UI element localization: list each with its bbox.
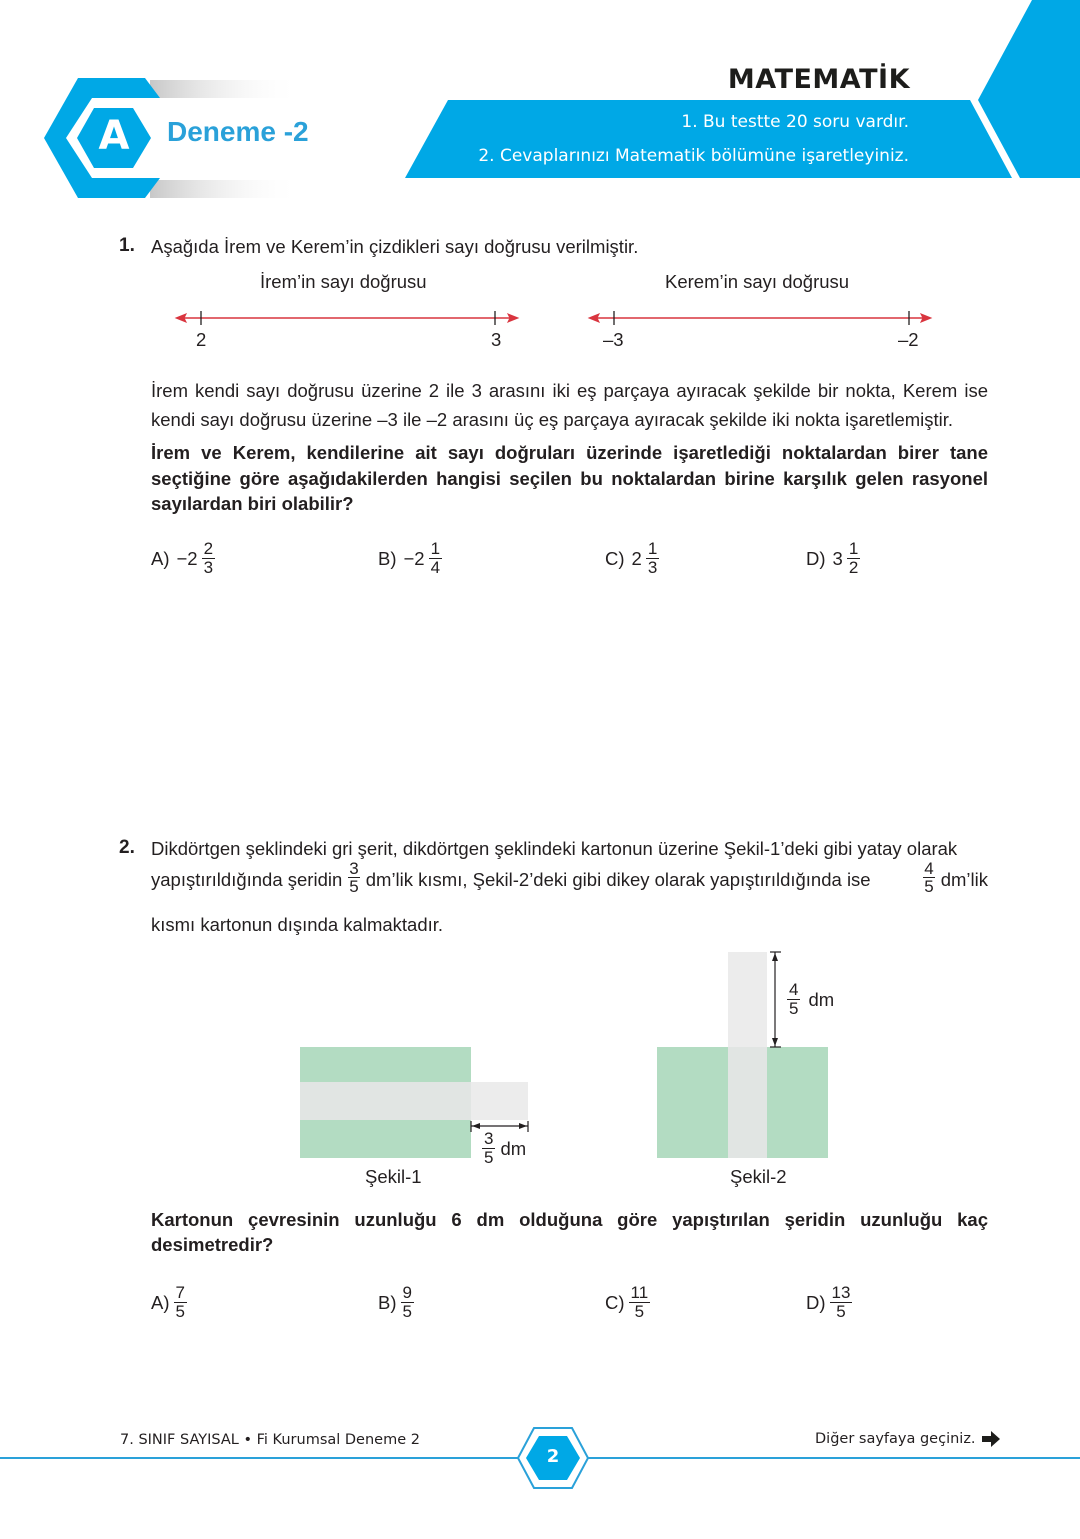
option-fraction: $\frac{7}{5}$	[175, 1283, 185, 1321]
strip-outside-1	[471, 1082, 528, 1120]
option-label: A)	[151, 547, 170, 569]
shadow-top	[150, 80, 300, 98]
strip-outside-2	[728, 952, 767, 1047]
option-fraction: $\frac{11}{5}$	[630, 1283, 649, 1321]
option-fraction: $\frac{1}{3}$	[647, 539, 658, 577]
shadow-bottom	[150, 180, 300, 198]
instruction-1: 1. Bu testte 20 soru vardır.	[681, 112, 909, 132]
right-arrow-icon	[982, 1431, 1000, 1447]
figure-2-measure: $\frac{4}{5}$ dm	[789, 980, 835, 1018]
footer-series-label: 7. SINIF SAYISAL • Fi Kurumsal Deneme 2	[120, 1432, 420, 1448]
question-2-number: 2.	[119, 837, 135, 858]
fraction-4-5: $\frac{4}{5}$	[924, 859, 934, 896]
kerem-right-label: –2	[898, 329, 919, 350]
exam-title: Deneme -2	[167, 116, 309, 147]
irem-number-line	[176, 314, 518, 322]
strip-on-carton-1	[300, 1082, 471, 1120]
option-label: B)	[378, 1291, 397, 1313]
figures	[0, 940, 1080, 1170]
question-2-body-line2: yapıştırıldığında şeridin $\frac{3}{5}$ dm’lik kısmı, Şekil-2’deki gibi dikey olarak yapıştırıldığında ise $\frac{4}{5}$ dm’lik	[151, 859, 988, 896]
q1-option-a[interactable]	[151, 540, 215, 577]
q2-option-c[interactable]	[605, 1284, 650, 1321]
figure-1-caption: Şekil-1	[365, 1166, 422, 1187]
question-2-body-line1: Dikdörtgen şeklindeki gri şerit, dikdörtgen şeklindeki kartonun üzerine Şekil-1’deki gibi yatay olarak	[151, 838, 958, 859]
q2-option-a[interactable]	[151, 1284, 187, 1321]
fraction-3-5: $\frac{3}{5}$	[349, 859, 359, 896]
option-whole: 3	[832, 547, 843, 569]
option-fraction: $\frac{9}{5}$	[402, 1283, 412, 1321]
question-1-body: İrem kendi sayı doğrusu üzerine 2 ile 3 arasını iki eş parçaya ayıracak şekilde bir nokta, Kerem ise kendi sayı doğrusu üzerine –3 ile –2 arasını üç eş parçaya ayıracak şekilde iki nokta işaretlemiştir.	[151, 380, 988, 430]
question-1-number: 1.	[119, 235, 135, 256]
option-whole: 2	[631, 547, 642, 569]
question-1-prompt: İrem ve Kerem, kendilerine ait sayı doğruları üzerinde işaretlediği noktalardan birer tane seçtiğine göre aşağıdakilerden hangisi seçilen bu noktalardan birine karşılık gelen rasyonel sayılardan biri olabilir?	[151, 442, 988, 514]
irem-right-label: 3	[491, 329, 502, 350]
option-label: D)	[806, 547, 826, 569]
q1-option-d[interactable]	[806, 540, 860, 577]
kerem-number-line-title: Kerem’in sayı doğrusu	[665, 271, 850, 292]
instruction-2: 2. Cevaplarınızı Matematik bölümüne işaretleyiniz.	[478, 146, 909, 166]
option-label: D)	[806, 1291, 826, 1313]
q1-option-c[interactable]	[605, 540, 659, 577]
q2-option-b[interactable]	[378, 1284, 414, 1321]
question-2-prompt: Kartonun çevresinin uzunluğu 6 dm olduğuna göre yapıştırılan şeridin uzunluğu kaç desimetredir?	[151, 1209, 988, 1255]
irem-left-label: 2	[196, 329, 207, 350]
strip-on-carton-2	[728, 1047, 767, 1158]
q2-option-d[interactable]	[806, 1284, 852, 1321]
option-label: C)	[605, 547, 625, 569]
figure-2-caption: Şekil-2	[730, 1166, 787, 1187]
next-page-hint[interactable]: Diğer sayfaya geçiniz.	[815, 1431, 1000, 1447]
subject-title: MATEMATİK	[727, 64, 910, 95]
option-label: C)	[605, 1291, 625, 1313]
option-fraction: $\frac{13}{5}$	[831, 1283, 851, 1321]
page-number: 2	[546, 1446, 560, 1467]
option-fraction: $\frac{1}{4}$	[430, 539, 441, 577]
option-fraction: $\frac{1}{2}$	[848, 539, 859, 577]
irem-number-line-title: İrem’in sayı doğrusu	[260, 271, 427, 292]
option-label: B)	[378, 547, 397, 569]
option-fraction: $\frac{2}{3}$	[203, 539, 214, 577]
kerem-left-label: –3	[603, 329, 624, 350]
badge-letter: A	[98, 113, 130, 159]
header-graphics	[0, 0, 1080, 210]
option-whole: −2	[176, 547, 198, 569]
kerem-number-line	[589, 314, 931, 322]
figure-1-measure: $\frac{3}{5}$ dm	[484, 1129, 527, 1167]
q1-option-b[interactable]	[378, 540, 442, 577]
option-label: A)	[151, 1291, 170, 1313]
option-whole: −2	[403, 547, 425, 569]
question-1-intro: Aşağıda İrem ve Kerem’in çizdikleri sayı doğrusu verilmiştir.	[151, 236, 639, 257]
question-2-body-line3: kısmı kartonun dışında kalmaktadır.	[151, 914, 444, 935]
